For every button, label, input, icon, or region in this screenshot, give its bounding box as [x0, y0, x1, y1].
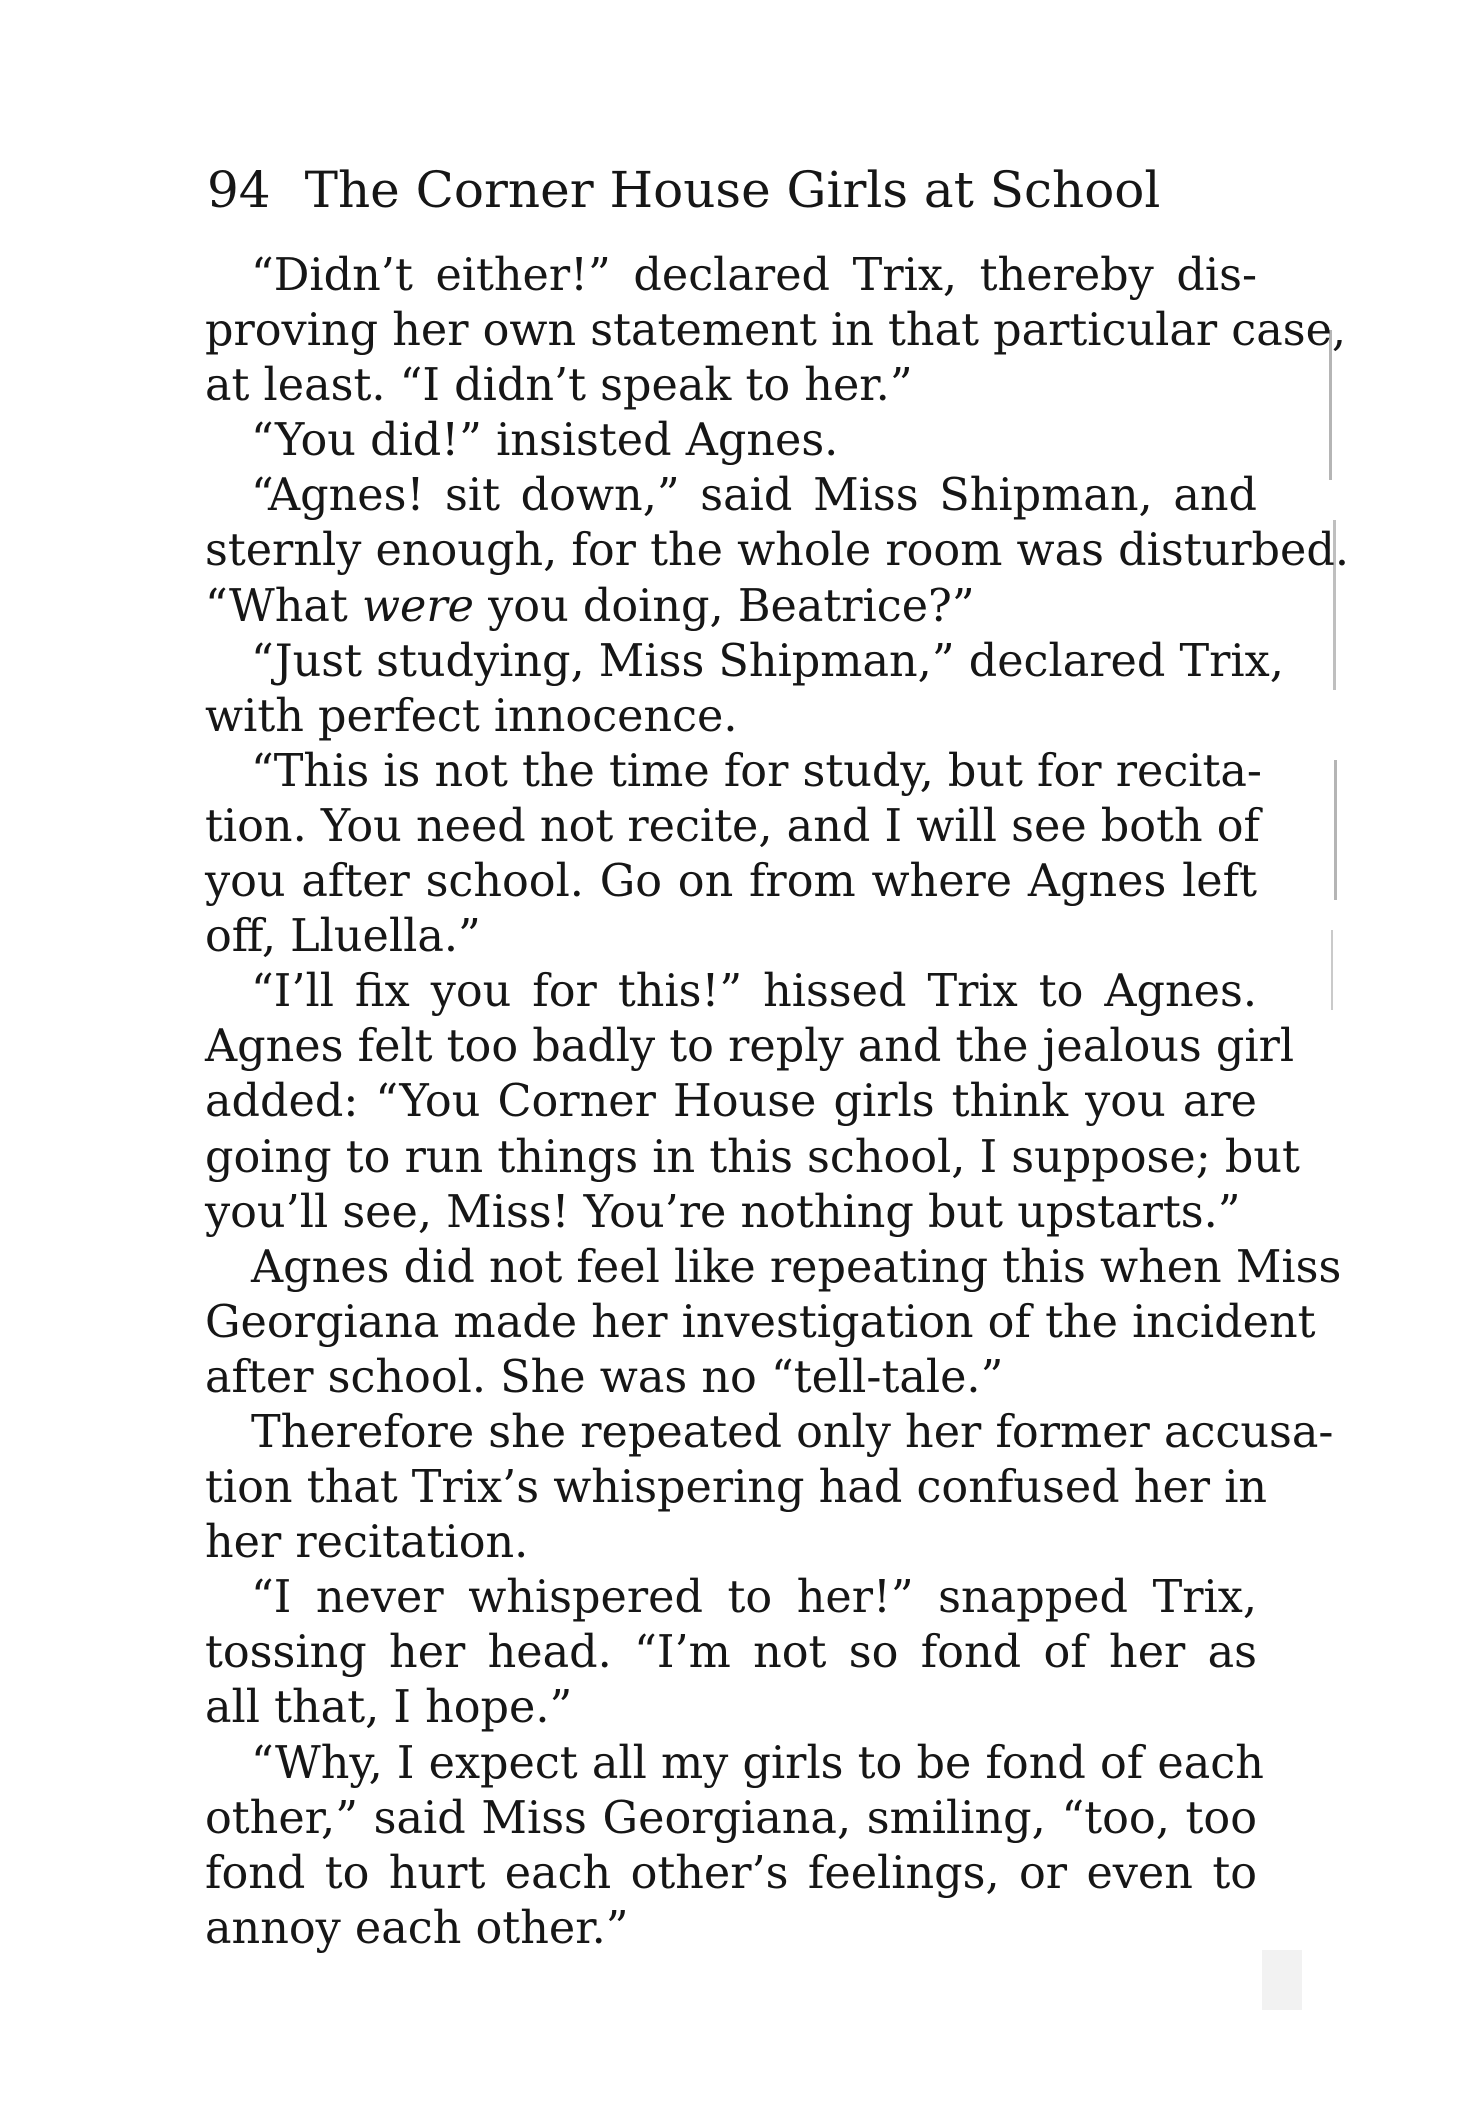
text-line: going to run things in this school, I suppose; but [205, 1131, 1300, 1183]
text-line: you’ll see, Miss! You’re nothing but upstarts.” [205, 1186, 1241, 1238]
text-line: annoy each other.” [205, 1902, 629, 1954]
text-line: with perfect innocence. [205, 690, 738, 742]
text-line: Agnes felt too badly to reply and the jealous girl [205, 1021, 1295, 1073]
text-line: other,” said Miss Georgiana, smiling, “too, too [205, 1792, 1257, 1844]
text-line: Agnes did not feel like repeating this when Miss [251, 1241, 1342, 1293]
text-line: off, Lluella.” [205, 911, 481, 963]
text-line: “I never whispered to her!” snapped Trix, [251, 1572, 1257, 1624]
scan-artifact [1333, 520, 1336, 690]
running-head [207, 158, 1257, 222]
text-line: Georgiana made her investigation of the incident [205, 1296, 1316, 1348]
text-line: tion. You need not recite, and I will see both of [205, 800, 1261, 852]
text-line: “What were you doing, Beatrice?” [205, 580, 975, 632]
text-line: fond to hurt each other’s feelings, or even to [205, 1847, 1257, 1899]
page-number: 94 [207, 161, 271, 219]
text-line: sternly enough, for the whole room was disturbed. [205, 525, 1349, 577]
text-line: “Why, I expect all my girls to be fond of each [251, 1737, 1264, 1789]
text-line: tossing her head. “I’m not so fond of her as [205, 1627, 1257, 1679]
text-line: Therefore she repeated only her former accusa- [251, 1406, 1334, 1458]
text-line: at least. “I didn’t speak to her.” [205, 360, 913, 412]
text-line: her recitation. [205, 1517, 529, 1569]
scan-artifact [1262, 1950, 1302, 2010]
body-text [205, 248, 1349, 1956]
text-line: “You did!” insisted Agnes. [251, 415, 839, 467]
running-title: The Corner House Girls at School [304, 161, 1161, 219]
text-line: “Didn’t either!” declared Trix, thereby dis- [251, 250, 1257, 301]
text-line: “Agnes! sit down,” said Miss Shipman, and [251, 470, 1257, 522]
text-line: after school. She was no “tell-tale.” [205, 1351, 1004, 1403]
scan-artifact [1334, 760, 1337, 900]
text-line: proving her own statement in that particular case, [205, 305, 1347, 357]
text-line: you after school. Go on from where Agnes left [205, 856, 1257, 908]
text-line: “This is not the time for study, but for recita- [251, 745, 1262, 797]
italic-emphasis: were [361, 580, 474, 632]
text-line: tion that Trix’s whispering had confused her in [205, 1462, 1268, 1514]
scan-artifact [1331, 930, 1333, 1010]
text-line: added: “You Corner House girls think you are [205, 1076, 1257, 1128]
text-line: “Just studying, Miss Shipman,” declared Trix, [251, 635, 1284, 687]
text-line: all that, I hope.” [205, 1682, 573, 1734]
text-line: “I’ll fix you for this!” hissed Trix to Agnes. [251, 966, 1257, 1018]
scan-artifact [1329, 330, 1332, 480]
